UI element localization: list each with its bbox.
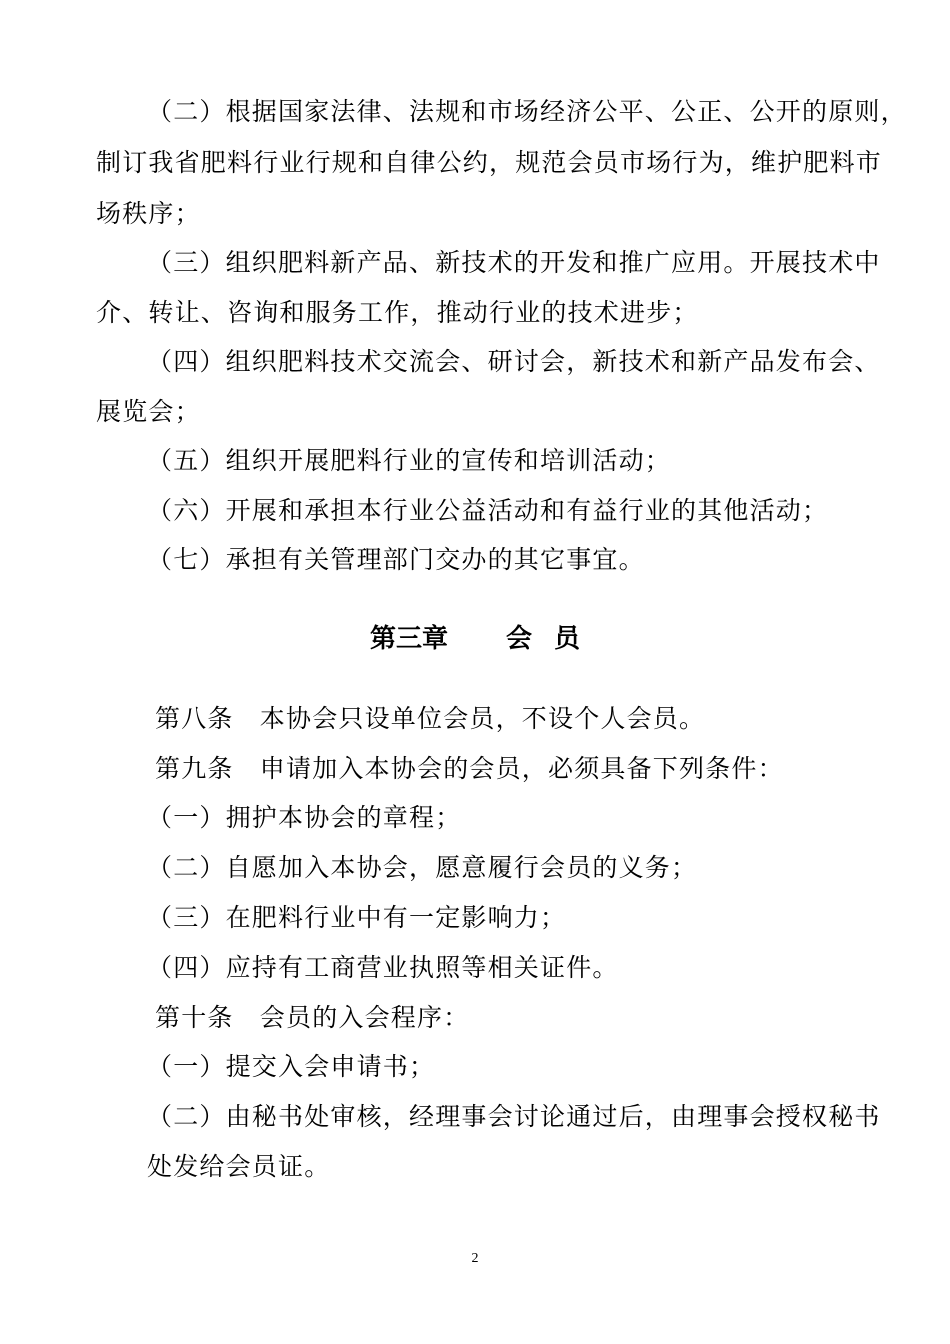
paragraph-6: （六）开展和承担本行业公益活动和有益行业的其他活动； — [147, 496, 829, 525]
article-10-item-1: （一）提交入会申请书； — [147, 1052, 436, 1081]
article-9-item-3: （三）在肥料行业中有一定影响力； — [147, 903, 567, 932]
page-number: 2 — [471, 1251, 479, 1266]
article-9-item-4: （四）应持有工商营业执照等相关证件。 — [147, 953, 619, 982]
article-10-item-2-line-1: （二）由秘书处审核，经理事会讨论通过后，由理事会授权秘书 — [147, 1102, 881, 1131]
article-10-item-2-line-2: 处发给会员证。 — [147, 1152, 331, 1181]
paragraph-2-line-1: （二）根据国家法律、法规和市场经济公平、公正、公开的原则， — [147, 97, 907, 126]
paragraph-5: （五）组织开展肥料行业的宣传和培训活动； — [147, 446, 672, 475]
paragraph-2-line-2: 制订我省肥料行业行规和自律公约，规范会员市场行为，维护肥料市 — [96, 148, 883, 177]
paragraph-4-line-1: （四）组织肥料技术交流会、研讨会，新技术和新产品发布会、 — [147, 347, 881, 376]
chapter-heading — [0, 624, 950, 654]
paragraph-4-line-2: 展览会； — [96, 397, 201, 426]
article-9-item-2: （二）自愿加入本协会，愿意履行会员的义务； — [147, 853, 698, 882]
paragraph-2-line-3: 场秩序； — [96, 199, 201, 228]
article-9-item-1: （一）拥护本协会的章程； — [147, 803, 462, 832]
chapter-title-char-1: 会 — [505, 624, 532, 654]
paragraph-7: （七）承担有关管理部门交办的其它事宜。 — [147, 545, 645, 574]
chapter-title-char-2: 员 — [554, 624, 581, 654]
article-10: 第十条 会员的入会程序： — [155, 1003, 470, 1032]
paragraph-3-line-1: （三）组织肥料新产品、新技术的开发和推广应用。开展技术中 — [147, 248, 881, 277]
article-9: 第九条 申请加入本协会的会员，必须具备下列条件： — [155, 754, 784, 783]
paragraph-3-line-2: 介、转让、咨询和服务工作，推动行业的技术进步； — [96, 298, 699, 327]
chapter-number: 第三章 — [369, 624, 448, 654]
article-8: 第八条 本协会只设单位会员，不设个人会员。 — [155, 704, 706, 733]
